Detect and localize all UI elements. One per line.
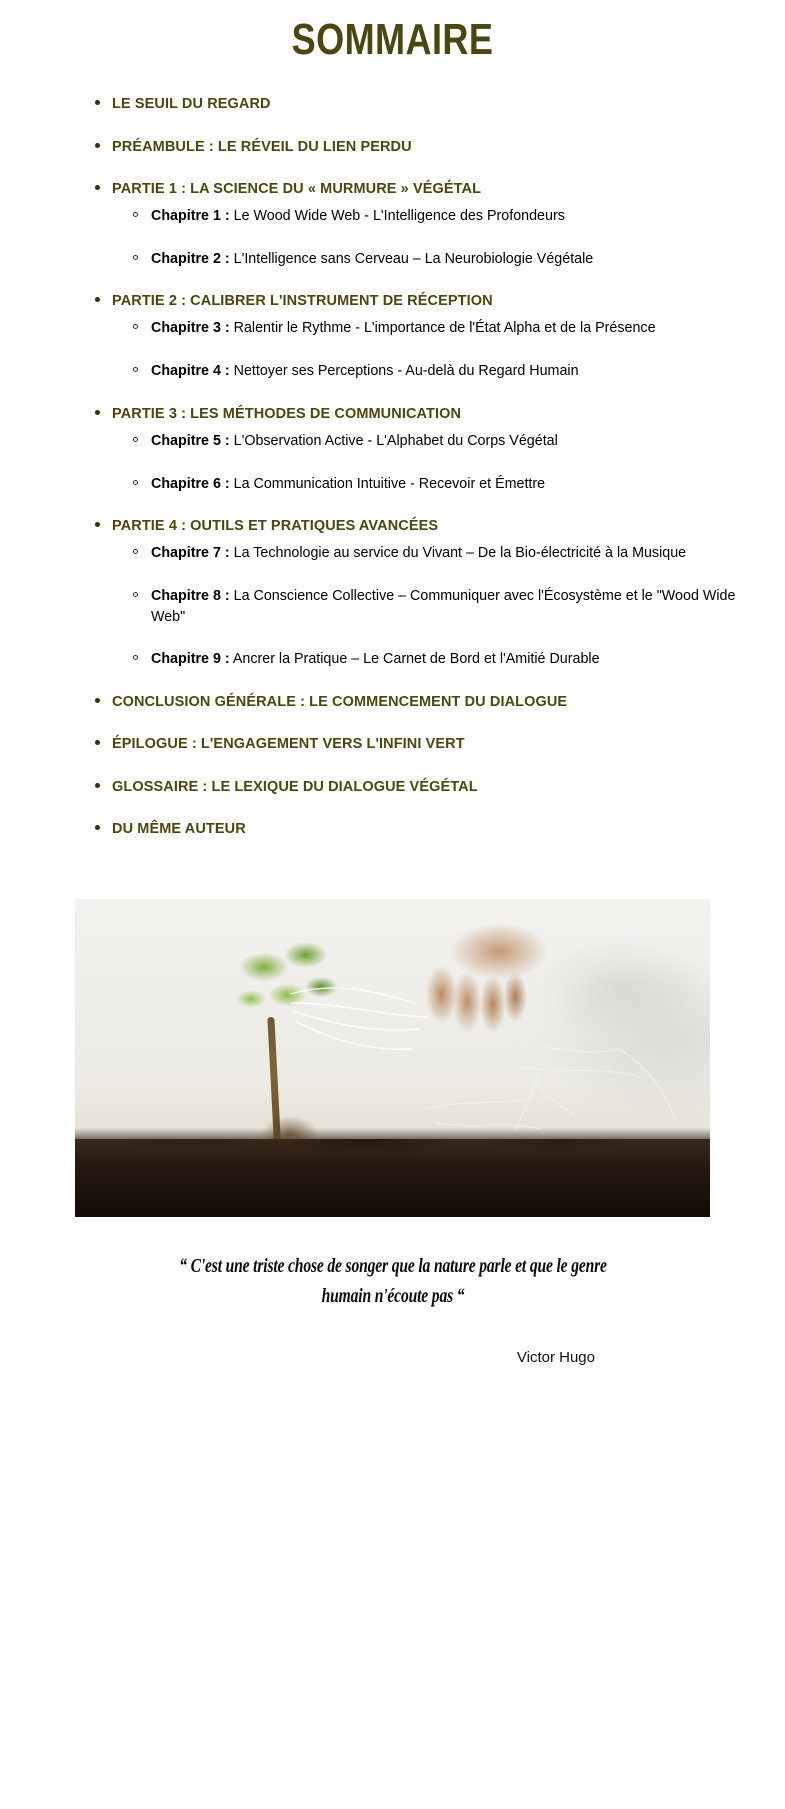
chapter-title: La Conscience Collective – Communiquer avec l'Écosystème et le "Wood Wide Web" bbox=[151, 588, 736, 625]
chapter-list bbox=[0, 206, 785, 269]
chapter-list bbox=[0, 431, 785, 494]
leaf-cluster bbox=[225, 937, 355, 1037]
chapter-title: Ralentir le Rythme - L'importance de l'État Alpha et de la Présence bbox=[233, 320, 656, 337]
bullet-circle-icon bbox=[133, 367, 138, 372]
table-of-contents bbox=[0, 64, 785, 839]
toc-part-4 bbox=[0, 516, 785, 670]
quotation-text: “ C'est une triste chose de songer que la nature parle et que le genre humain n'écoute pas “ bbox=[178, 1255, 607, 1308]
list-item[interactable] bbox=[0, 474, 785, 495]
toc-part-3 bbox=[0, 404, 785, 494]
toc-part-label: PARTIE 2 : CALIBRER L'INSTRUMENT DE RÉCEPTION bbox=[112, 293, 493, 310]
bullet-disc-icon bbox=[95, 143, 100, 148]
bullet-circle-icon bbox=[133, 592, 138, 597]
toc-part-label: PARTIE 3 : LES MÉTHODES DE COMMUNICATION bbox=[112, 405, 462, 422]
toc-part-heading[interactable] bbox=[0, 404, 785, 424]
toc-entry-glossaire[interactable] bbox=[0, 777, 785, 797]
bullet-disc-icon bbox=[95, 185, 100, 190]
list-item[interactable] bbox=[0, 543, 785, 564]
chapter-number: Chapitre 5 : bbox=[151, 432, 230, 449]
list-item[interactable] bbox=[0, 249, 785, 270]
page-title: SOMMAIRE bbox=[291, 15, 494, 64]
chapter-number: Chapitre 8 : bbox=[151, 588, 230, 605]
bullet-circle-icon bbox=[133, 212, 138, 217]
bullet-disc-icon bbox=[95, 783, 100, 788]
chapter-number: Chapitre 4 : bbox=[151, 363, 230, 380]
bullet-disc-icon bbox=[95, 522, 100, 527]
bullet-disc-icon bbox=[95, 825, 100, 830]
chapter-list bbox=[0, 318, 785, 381]
bullet-circle-icon bbox=[133, 255, 138, 260]
chapter-title: L'Intelligence sans Cerveau – La Neurobiologie Végétale bbox=[233, 250, 594, 267]
chapter-number: Chapitre 2 : bbox=[151, 250, 230, 267]
toc-entry-du-meme-auteur[interactable] bbox=[0, 819, 785, 839]
chapter-title: Ancrer la Pratique – Le Carnet de Bord et l'Amitié Durable bbox=[232, 651, 600, 668]
toc-entry-preambule[interactable] bbox=[0, 137, 785, 157]
toc-part-heading[interactable] bbox=[0, 179, 785, 199]
chapter-title: La Technologie au service du Vivant – De la Bio-électricité à la Musique bbox=[233, 545, 687, 562]
toc-entry-label: PRÉAMBULE : LE RÉVEIL DU LIEN PERDU bbox=[112, 138, 412, 155]
chapter-number: Chapitre 6 : bbox=[151, 475, 230, 492]
human-hand bbox=[400, 925, 560, 1045]
toc-entry-label: CONCLUSION GÉNÉRALE : LE COMMENCEMENT DU DIALOGUE bbox=[112, 694, 568, 711]
chapter-list bbox=[0, 543, 785, 670]
chapter-title: L'Observation Active - L'Alphabet du Corps Végétal bbox=[233, 432, 558, 449]
bullet-disc-icon bbox=[95, 100, 100, 105]
bullet-circle-icon bbox=[133, 437, 138, 442]
toc-entry-label: DU MÊME AUTEUR bbox=[112, 821, 246, 838]
toc-entry-conclusion[interactable] bbox=[0, 692, 785, 712]
quotation-author: Victor Hugo bbox=[516, 1349, 595, 1367]
list-item[interactable] bbox=[0, 649, 785, 670]
toc-part-label: PARTIE 4 : OUTILS ET PRATIQUES AVANCÉES bbox=[112, 518, 439, 535]
list-item[interactable] bbox=[0, 206, 785, 227]
toc-part-label: PARTIE 1 : LA SCIENCE DU « MURMURE » VÉGÉTAL bbox=[112, 180, 482, 197]
toc-part-heading[interactable] bbox=[0, 291, 785, 311]
toc-entry-seuil[interactable] bbox=[0, 94, 785, 114]
toc-entry-epilogue[interactable] bbox=[0, 734, 785, 754]
illustration-plant-and-hand bbox=[75, 899, 710, 1217]
toc-part-2 bbox=[0, 291, 785, 381]
chapter-title: La Communication Intuitive - Recevoir et Émettre bbox=[233, 475, 546, 492]
toc-entry-label: ÉPILOGUE : L'ENGAGEMENT VERS L'INFINI VERT bbox=[112, 736, 465, 753]
chapter-number: Chapitre 3 : bbox=[151, 320, 230, 337]
bullet-circle-icon bbox=[133, 655, 138, 660]
bullet-circle-icon bbox=[133, 549, 138, 554]
toc-entry-label: LE SEUIL DU REGARD bbox=[112, 96, 271, 113]
toc-part-1 bbox=[0, 179, 785, 269]
toc-entry-label: GLOSSAIRE : LE LEXIQUE DU DIALOGUE VÉGÉTAL bbox=[112, 778, 478, 795]
chapter-title: Le Wood Wide Web - L'Intelligence des Profondeurs bbox=[233, 207, 565, 224]
bullet-disc-icon bbox=[95, 297, 100, 302]
bullet-disc-icon bbox=[95, 698, 100, 703]
list-item[interactable] bbox=[0, 318, 785, 339]
bullet-circle-icon bbox=[133, 480, 138, 485]
chapter-number: Chapitre 7 : bbox=[151, 545, 230, 562]
list-item[interactable] bbox=[0, 361, 785, 382]
list-item[interactable] bbox=[0, 431, 785, 452]
soil-ground bbox=[75, 1139, 710, 1217]
chapter-number: Chapitre 9 : bbox=[151, 651, 230, 668]
bullet-disc-icon bbox=[95, 410, 100, 415]
bullet-circle-icon bbox=[133, 324, 138, 329]
chapter-number: Chapitre 1 : bbox=[151, 207, 230, 224]
toc-part-heading[interactable] bbox=[0, 516, 785, 536]
chapter-title: Nettoyer ses Perceptions - Au-delà du Regard Humain bbox=[233, 363, 579, 380]
list-item[interactable] bbox=[0, 586, 785, 627]
bullet-disc-icon bbox=[95, 740, 100, 745]
figure-container bbox=[0, 899, 785, 1217]
